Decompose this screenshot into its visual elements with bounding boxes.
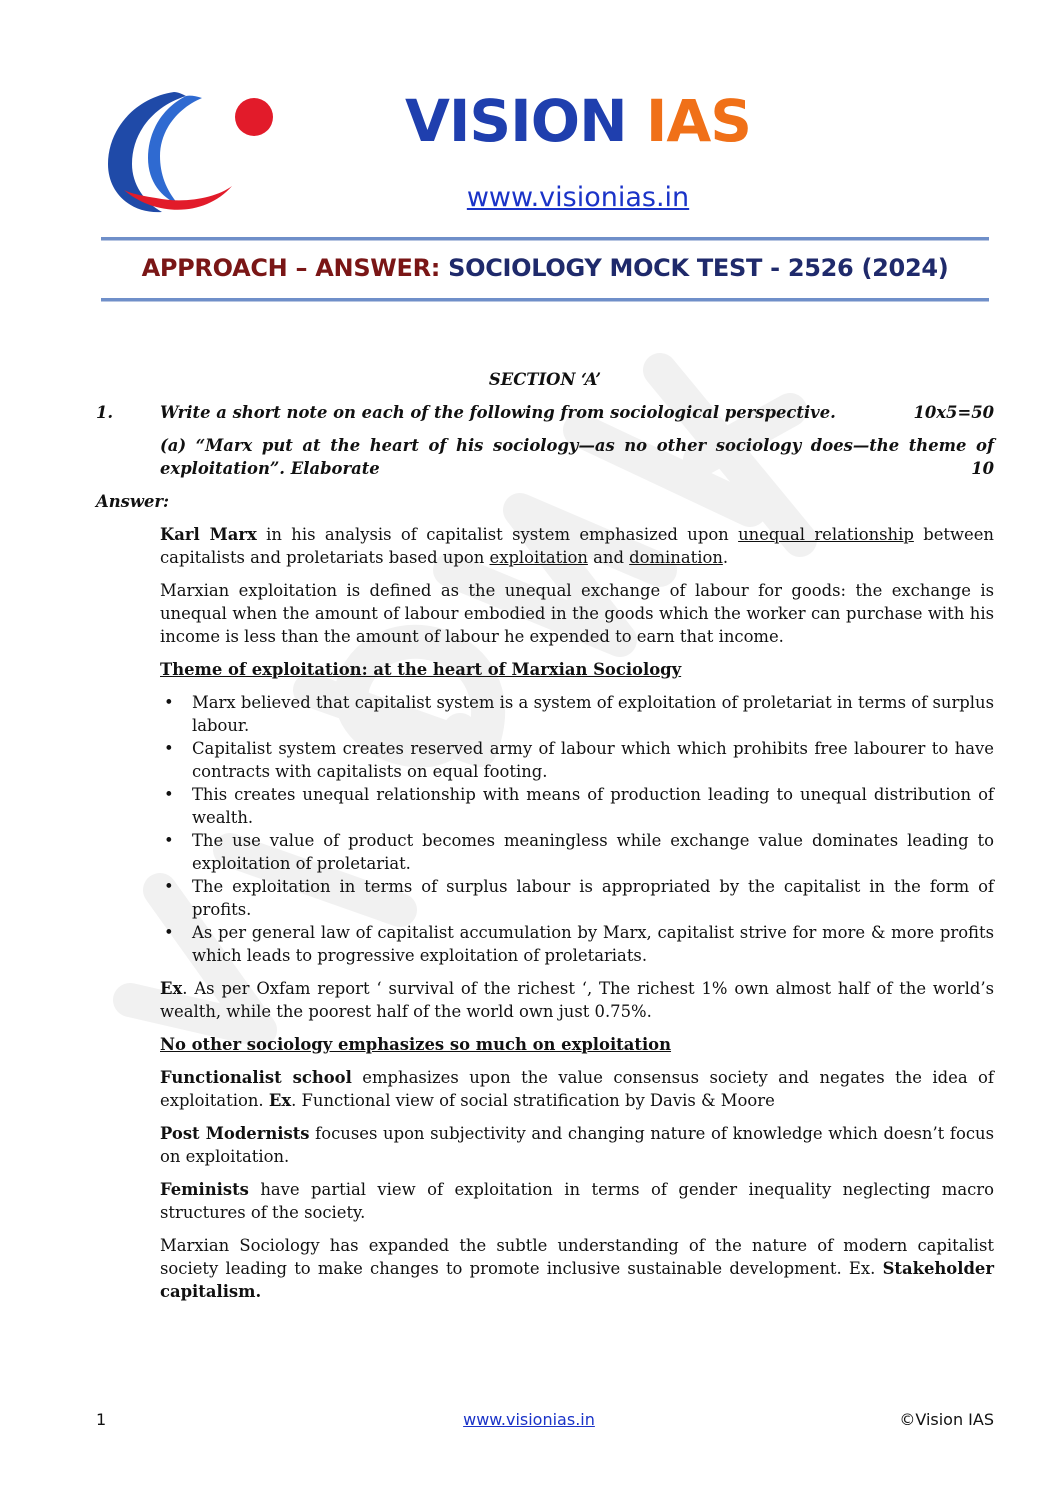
list-item: • Marx believed that capitalist system is a system of exploitation of proletariat in terms of surplus labour. bbox=[160, 691, 994, 737]
exploitation-bullets bbox=[160, 691, 994, 967]
list-item: • The exploitation in terms of surplus labour is appropriated by the capitalist in the form of profits. bbox=[160, 875, 994, 921]
intro-paragraph bbox=[160, 523, 994, 569]
section-heading: SECTION ‘A’ bbox=[488, 370, 602, 389]
header-divider-top bbox=[101, 237, 989, 240]
question-row bbox=[0, 401, 1058, 424]
title-approach-answer: APPROACH – ANSWER: bbox=[141, 254, 441, 282]
page-header bbox=[0, 0, 1058, 310]
brand-title bbox=[400, 87, 756, 155]
sub-question bbox=[160, 434, 994, 480]
intro-text-1: in his analysis of capitalist system emphasized upon bbox=[256, 525, 739, 544]
list-item: • This creates unequal relationship with means of production leading to unequal distribution of wealth. bbox=[160, 783, 994, 829]
title-test-name: SOCIOLOGY MOCK TEST - 2526 (2024) bbox=[448, 254, 949, 282]
document-title bbox=[101, 254, 989, 282]
functionalist-text-1: emphasizes upon the value consensus society and negates the idea of exploitation. bbox=[160, 1068, 994, 1110]
vision-ias-logo-icon bbox=[104, 86, 279, 218]
brand-vision: VISION bbox=[404, 87, 627, 155]
heading-no-other-sociology: No other sociology emphasizes so much on exploitation bbox=[160, 1035, 672, 1054]
question-marks: 10x5=50 bbox=[913, 403, 994, 422]
website-link[interactable]: www.visionias.in bbox=[466, 182, 690, 213]
intro-underline-3: domination bbox=[629, 548, 723, 567]
footer-copyright: ©Vision IAS bbox=[899, 1410, 994, 1429]
intro-text-4: . bbox=[722, 548, 729, 567]
conclusion-text: Marxian Sociology has expanded the subtle understanding of the nature of modern capitalist society leading to make changes to promote inclusive sustainable development. Ex. bbox=[160, 1236, 994, 1278]
header-divider-bottom bbox=[101, 298, 989, 301]
conclusion-bold: Stakeholder capitalism. bbox=[160, 1259, 994, 1301]
functionalist-text-2: . Functional view of social stratification by Davis & Moore bbox=[291, 1091, 775, 1110]
intro-text-2: between capitalists and proletariats based upon bbox=[160, 525, 994, 567]
sub-question-text: (a) “Marx put at the heart of his sociology—as no other sociology does—the theme of exploitation”. Elaborate bbox=[160, 436, 994, 478]
brand-ias: IAS bbox=[645, 87, 752, 155]
postmodern-paragraph bbox=[160, 1122, 994, 1168]
intro-underline-1: unequal relationship bbox=[738, 525, 914, 544]
page-number: 1 bbox=[96, 1410, 107, 1429]
postmodern-text: focuses upon subjectivity and changing nature of knowledge which doesn’t focus on exploitation. bbox=[160, 1124, 994, 1166]
example-text: . As per Oxfam report ‘ survival of the richest ‘, The richest 1% own almost half of the world’s wealth, while the poorest half of the world own just 0.75%. bbox=[160, 979, 994, 1021]
intro-text-3: and bbox=[587, 548, 630, 567]
question-number: 1. bbox=[96, 403, 114, 422]
answer-label: Answer: bbox=[96, 492, 170, 511]
karl-marx-name: Karl Marx bbox=[160, 525, 257, 544]
example-label: Ex bbox=[160, 979, 183, 998]
feminist-bold: Feminists bbox=[160, 1180, 249, 1199]
document-body bbox=[0, 368, 1058, 1313]
intro-underline-2: exploitation bbox=[489, 548, 588, 567]
conclusion-paragraph bbox=[160, 1234, 994, 1303]
list-item: • The use value of product becomes meaningless while exchange value dominates leading to exploitation of proletariat. bbox=[160, 829, 994, 875]
heading-theme-exploitation: Theme of exploitation: at the heart of Marxian Sociology bbox=[160, 660, 682, 679]
definition-paragraph: Marxian exploitation is defined as the unequal exchange of labour for goods: the exchange is unequal when the amount of labour embodied in the goods which the worker can purchase with his income is less than the amount of labour he expended to earn that income. bbox=[160, 581, 994, 646]
example-paragraph bbox=[160, 977, 994, 1023]
question-text: Write a short note on each of the following from sociological perspective. bbox=[160, 403, 836, 422]
list-item: • As per general law of capitalist accumulation by Marx, capitalist strive for more & more profits which leads to progressive exploitation of proletariats. bbox=[160, 921, 994, 967]
list-item: • Capitalist system creates reserved army of labour which which prohibits free labourer to have contracts with capitalists on equal footing. bbox=[160, 737, 994, 783]
functionalist-ex: Ex bbox=[268, 1091, 292, 1110]
feminist-paragraph bbox=[160, 1178, 994, 1224]
footer-website-link[interactable]: www.visionias.in bbox=[463, 1410, 595, 1429]
functionalist-bold: Functionalist school bbox=[160, 1068, 352, 1087]
postmodern-bold: Post Modernists bbox=[160, 1124, 310, 1143]
feminist-text: have partial view of exploitation in terms of gender inequality neglecting macro structures of the society. bbox=[160, 1180, 994, 1222]
sub-question-marks: 10 bbox=[971, 459, 994, 478]
functionalist-paragraph bbox=[160, 1066, 994, 1112]
page-footer bbox=[0, 1410, 1058, 1440]
